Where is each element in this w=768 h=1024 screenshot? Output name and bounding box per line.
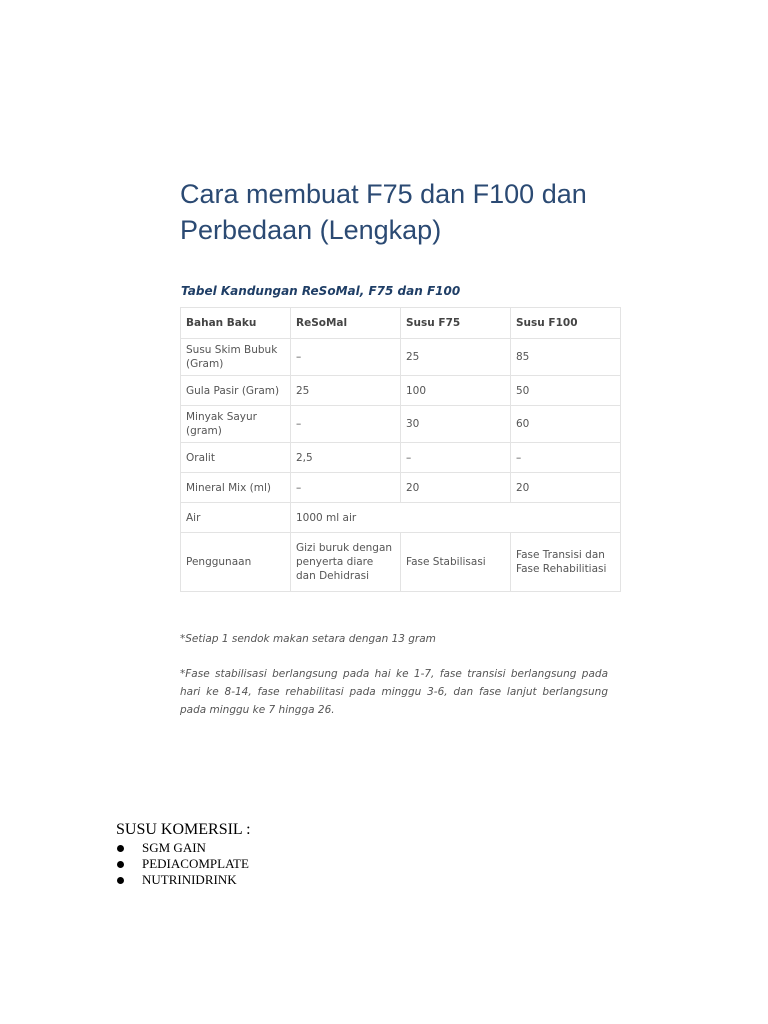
column-header: Bahan Baku xyxy=(181,308,291,339)
table-cell: Oralit xyxy=(181,443,291,473)
table-cell: – xyxy=(401,443,511,473)
column-header: ReSoMal xyxy=(291,308,401,339)
table-cell: – xyxy=(291,406,401,443)
commercial-milk-section xyxy=(116,820,251,888)
table-cell: Fase Transisi dan Fase Rehabilitiasi xyxy=(511,533,621,592)
list-item xyxy=(116,856,251,872)
table-cell: Fase Stabilisasi xyxy=(401,533,511,592)
list-item-label: PEDIACOMPLATE xyxy=(142,856,249,871)
table-cell: 25 xyxy=(291,376,401,406)
table-cell: 1000 ml air xyxy=(291,503,621,533)
table-cell: Susu Skim Bubuk (Gram) xyxy=(181,339,291,376)
nutrition-table xyxy=(180,307,621,592)
table-cell: 20 xyxy=(401,473,511,503)
table-cell: 85 xyxy=(511,339,621,376)
table-cell: – xyxy=(291,339,401,376)
note-tablespoon: *Setiap 1 sendok makan setara dengan 13 gram xyxy=(180,633,436,645)
note-phases: *Fase stabilisasi berlangsung pada hai ke 1-7, fase transisi berlangsung pada hari ke 8-14, fase rehabilitasi pada minggu 3-6, dan fase lanjut berlangsung pada minggu ke 7 hingga 26. xyxy=(180,668,608,716)
commercial-milk-heading: SUSU KOMERSIL : xyxy=(116,821,251,838)
table-cell: 20 xyxy=(511,473,621,503)
table-cell: Gula Pasir (Gram) xyxy=(181,376,291,406)
column-header: Susu F100 xyxy=(511,308,621,339)
table-cell: – xyxy=(291,473,401,503)
list-item-label: SGM GAIN xyxy=(142,840,206,855)
table-cell: 2,5 xyxy=(291,443,401,473)
table-row xyxy=(181,503,621,533)
table-row xyxy=(181,376,621,406)
table-notes xyxy=(180,630,608,719)
table-cell: 30 xyxy=(401,406,511,443)
table-row xyxy=(181,406,621,443)
table-row xyxy=(181,443,621,473)
table-cell: Air xyxy=(181,503,291,533)
table-cell: Mineral Mix (ml) xyxy=(181,473,291,503)
table-cell: Gizi buruk dengan penyerta diare dan Dehidrasi xyxy=(291,533,401,592)
table-row xyxy=(181,339,621,376)
article-title: Cara membuat F75 dan F100 dan Perbedaan (Lengkap) xyxy=(180,179,587,245)
table-cell: 100 xyxy=(401,376,511,406)
table-cell: Minyak Sayur (gram) xyxy=(181,406,291,443)
bullet-icon xyxy=(117,877,124,884)
column-header: Susu F75 xyxy=(401,308,511,339)
bullet-icon xyxy=(117,861,124,868)
list-item xyxy=(116,872,251,888)
table-cell: – xyxy=(511,443,621,473)
table-row xyxy=(181,473,621,503)
table-cell: 50 xyxy=(511,376,621,406)
table-cell: 60 xyxy=(511,406,621,443)
list-item-label: NUTRINIDRINK xyxy=(142,872,237,887)
table-header-row xyxy=(181,308,621,339)
table-cell: Penggunaan xyxy=(181,533,291,592)
table-cell: 25 xyxy=(401,339,511,376)
list-item xyxy=(116,840,251,856)
table-row xyxy=(181,533,621,592)
table-heading: Tabel Kandungan ReSoMal, F75 dan F100 xyxy=(181,284,461,298)
commercial-milk-list xyxy=(116,840,251,888)
bullet-icon xyxy=(117,845,124,852)
